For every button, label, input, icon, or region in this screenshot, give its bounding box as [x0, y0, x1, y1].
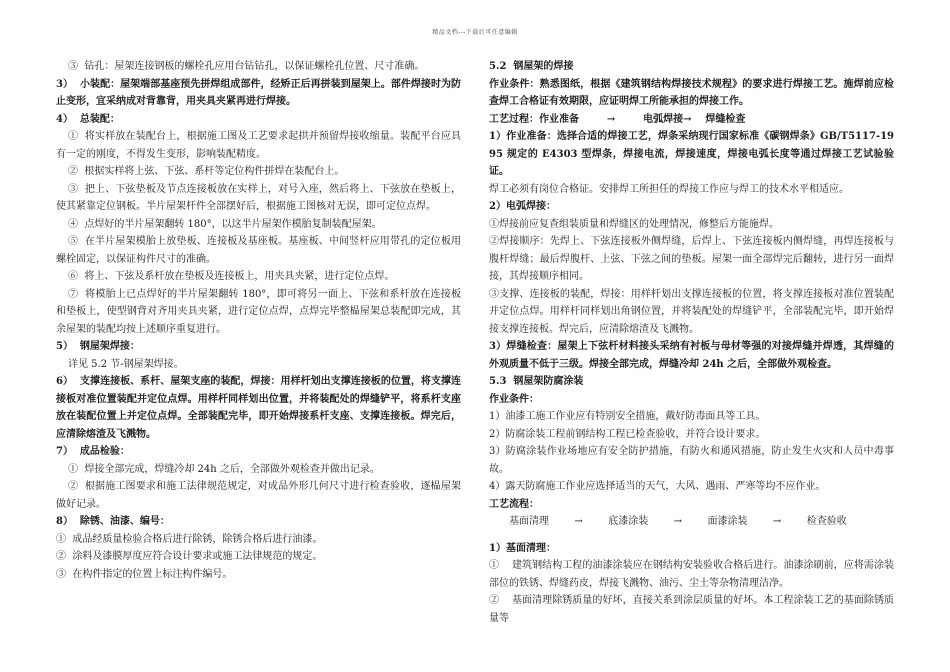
section-heading: 工艺过程：作业准备 → 电弧焊接→ 焊缝检查 — [489, 113, 746, 125]
paragraph: ①焊接前应复查组装质量和焊缝区的处理情况，修整后方能施焊。 — [489, 218, 779, 230]
paragraph: ⑤ 在半片屋架模胎上放垫板、连接板及基座板。基座板、中间竖杆应用带孔的定位板用螺栓固定，以保证构件尺寸的准确。 — [56, 236, 461, 265]
paragraph: ③支撑、连接板的装配，焊接：用样杆划出支撑连接板的位置，将支撑连接板对准位置装配并定位点焊。用样杆同样划出角钢位置，并将装配处的焊缝铲平，全部装配完毕，即开始焊接支撑连接板。焊完后，应清除熔渣及飞溅物。 — [489, 288, 894, 335]
paragraph: ② 涂料及漆膜厚度应符合设计要求或施工法律规范的规定。 — [56, 551, 323, 562]
section-heading: 5） 钢屋架焊接： — [56, 341, 140, 352]
section-heading: 工艺流程： — [489, 498, 539, 510]
section-heading: 5.3 钢屋架防腐涂装 — [489, 376, 584, 387]
paragraph-spacer — [489, 531, 894, 540]
paragraph: ② 根据实样将上弦、下弦、系杆等定位构件拼焊在装配台上。 — [68, 166, 345, 177]
section-heading: 5.2 钢屋架的焊接 — [489, 61, 574, 72]
section-heading: 6） 支撑连接板、系杆、屋架支座的装配，焊接：用样杆划出支撑连接板的位置，将支撑连接板对准位置装配并定位点焊。用样杆同样划出位置，并将装配处的焊缝铲平，将系杆支座放在装配位置上并定位点焊。全部装配完毕，即开始焊接系杆支座、支撑连接板。焊完后，应清除熔渣及飞溅物。 — [56, 376, 461, 440]
paragraph: ② 根据施工图要求和施工法律规范规定，对成品外形几何尺寸进行检查验收，逐榀屋架做好记录。 — [56, 481, 461, 510]
paragraph: 1）油漆工施工作业应有特别安全措施，戴好防毒面具等工具。 — [489, 411, 766, 422]
right-column — [489, 58, 894, 627]
paragraph: ⑦ 将模胎上已点焊好的半片屋架翻转 180°，即可将另一面上、下弦和系杆放在连接板和垫板上，使型钢背对齐用夹具夹紧，进行定位点焊，点焊完毕整榀屋架总装配即完成，其余屋架的装配均按上述顺序重复进行。 — [56, 288, 461, 335]
section-heading: 作业条件：熟悉图纸，根据《建筑钢结构焊接技术规程》的要求进行焊接工艺。施焊前应检查焊工合格证有效期限，应证明焊工所能承担的焊接工作。 — [489, 78, 894, 107]
section-heading: 1）作业准备：选择合适的焊接工艺，焊条采纳现行国家标准《碳钢焊条》GB/T5117-1995 规定的 E4303 型焊条，焊接电流，焊接速度，焊接电弧长度等通过焊接工艺试验验证。 — [489, 131, 894, 177]
paragraph: ③ 钻孔：屋架连接钢板的螺栓孔应用台钻钻孔，以保证螺栓孔位置、尺寸准确。 — [68, 61, 425, 72]
paragraph: ⑥ 将上、下弦及系杆放在垫板及连接板上，用夹具夹紧，进行定位点焊。 — [68, 271, 395, 282]
section-heading: 8） 除锈、油漆、编号： — [56, 516, 170, 527]
paragraph: ② 基面清理除锈质量的好坏，直接关系到涂层质量的好坏。本工程涂装工艺的基面除锈质量等 — [489, 595, 894, 624]
section-heading: 4） 总装配： — [56, 113, 120, 125]
paragraph: 基面清理 → 底漆涂装 → 面漆涂装 → 检查验收 — [509, 516, 847, 527]
page-header: 精品文档---下载后可任意编辑 — [432, 29, 518, 36]
section-heading: 7） 成品检验： — [56, 446, 130, 457]
paragraph: ① 成品经质量检验合格后进行除锈，除锈合格后进行油漆。 — [56, 533, 323, 545]
paragraph: ① 焊接全部完成，焊缝冷却 24h 之后，全部做外观检查并做出记录。 — [68, 463, 380, 475]
paragraph: ②焊接顺序：先焊上、下弦连接板外侧焊缝，后焊上、下弦连接板内侧焊缝，再焊连接板与腹杆焊缝；最后焊腹杆、上弦、下弦之间的垫板。屋架一面全部焊完后翻转，进行另一面焊接，其焊接顺序相同。 — [489, 236, 894, 282]
section-heading: 1）基面清理： — [489, 542, 556, 554]
section-heading: 3） 小装配：屋架端部基座预先拼焊组成部件，经矫正后再拼装到屋架上。部件焊接时为防止变形，宜采纳成对背靠背，用夹具夹紧再进行焊接。 — [56, 78, 461, 107]
section-heading: 2）电弧焊接： — [489, 201, 556, 212]
paragraph: 2）防腐涂装工程前钢结构工程已检查验收，并符合设计要求。 — [489, 428, 766, 440]
paragraph: ④ 点焊好的半片屋架翻转 180°，以这半片屋架作模胎复制装配屋架。 — [68, 218, 382, 230]
section-heading: 3）焊缝检查：屋架上下弦杆材料接头采纳有衬板与母材等强的对接焊缝并焊透，其焊缝的外观质量不低于三级。焊接全部完成，焊缝冷却 24h 之后，全部做外观检查。 — [489, 341, 894, 370]
paragraph: 3）防腐涂装作业场地应有安全防护措施，有防火和通风措施，防止发生火灾和人员中毒事故。 — [489, 446, 894, 475]
section-heading: 作业条件： — [489, 393, 539, 405]
paragraph: ③ 在构件指定的位置上标注构件编号。 — [56, 568, 233, 580]
left-column — [56, 58, 461, 583]
paragraph: ① 建筑钢结构工程的油漆涂装应在钢结构安装验收合格后进行。油漆涂刷前，应将需涂装部位的铁锈、焊缝药皮，焊接飞溅物、油污、尘土等杂物清理洁净。 — [489, 560, 894, 589]
paragraph: 4）露天防腐施工作业应选择适当的天气，大风、遇雨、严寒等均不应作业。 — [489, 481, 826, 492]
paragraph: ① 将实样放在装配台上，根据施工图及工艺要求起拱并预留焊接收缩量。装配平台应具有一定的刚度，不得发生变形，影响装配精度。 — [56, 131, 461, 160]
paragraph: 焊工必须有岗位合格证。安排焊工所担任的焊接工作应与焊工的技术水平相适应。 — [489, 183, 849, 195]
paragraph: ③ 把上、下弦垫板及节点连接板放在实样上，对号入座，然后将上、下弦放在垫板上，使其紧靠定位钢板。半片屋架杆件全部摆好后，根据施工图核对无误，即可定位点焊。 — [56, 183, 461, 212]
paragraph: 详见 5.2 节-钢屋架焊接。 — [68, 358, 184, 370]
